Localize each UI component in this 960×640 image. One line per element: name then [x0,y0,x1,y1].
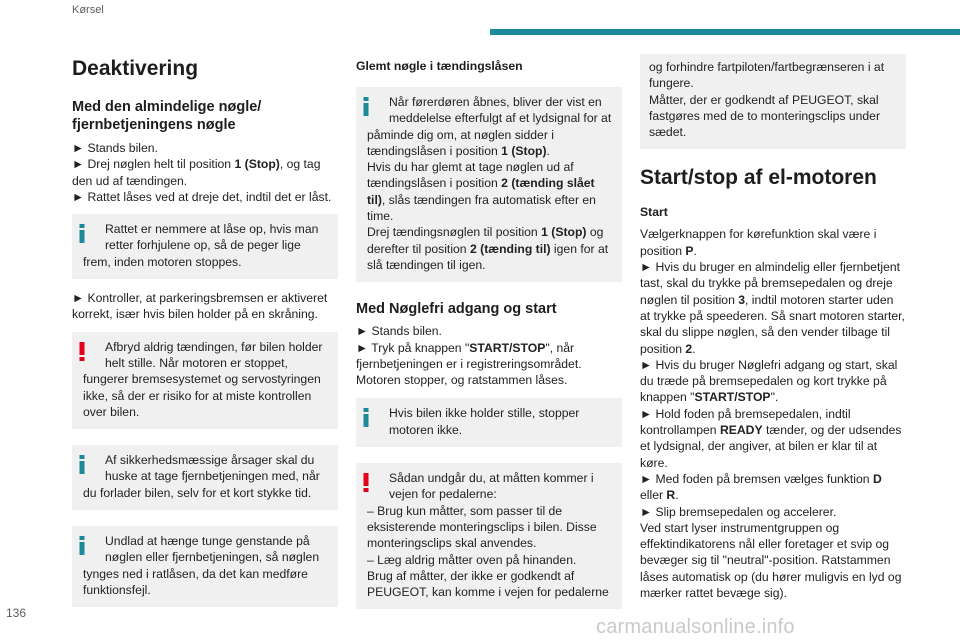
column-middle [356,54,622,609]
step-item: ► Stands bilen. [356,324,442,339]
arrow-icon: ► [72,157,85,172]
warning-icon [79,342,85,361]
forgot-key-title: Glemt nøgle i tændingslåsen [356,59,523,73]
info-box: Undlad at hænge tunge genstande på nøglen eller fjernbetjeningen, så nøglen tynges ned i ratlåsen, da det kan medføre funktionsfejl. [72,526,338,607]
arrow-icon: ► [72,291,85,306]
step-item: ► Rattet låses ved at dreje det, indtil det er låst. [72,189,332,204]
info-box: Af sikkerhedsmæssige årsager skal du huske at tage fjernbetjeningen med, når du forlader bilen, selv for et kort stykke tid. [72,445,338,510]
warning-box: Afbryd aldrig tændingen, før bilen holder helt stille. Når motoren er stoppet, fungerer bremsesystemet og servostyringen ikke, så der er risiko for at miste kontrollen over bilen. [72,332,338,429]
column-right [640,54,906,601]
arrow-icon: ► [640,406,653,421]
keyless-steps: ► Stands bilen. ► Tryk på knappen "START/STOP", når fjernbetjeningen er i registreringsområdet. Motoren stopper, og ratstammen låses. [356,323,622,388]
arrow-icon: ► [640,260,653,275]
arrow-icon: ► [356,340,369,355]
running-header: Kørsel [72,4,104,16]
arrow-icon: ► [356,324,369,339]
step-item: ► Slip bremsepedalen og accelerer. [640,504,837,519]
step-item: ► Hvis du bruger Nøglefri adgang og start, skal du træde på bremsepedalen og kort trykke på knappen "START/STOP". [640,357,898,405]
info-icon [363,97,369,116]
info-box: Rattet er nemmere at låse op, hvis man retter forhjulene op, så de peger lige frem, inden motoren stoppes. [72,214,338,279]
info-icon [79,536,85,555]
page-number: 136 [6,606,27,620]
arrow-icon: ► [640,471,653,486]
start-procedure: Vælgerknappen for kørefunktion skal være i position P. ► Hvis du bruger en almindelig eller fjernbetjent tast, skal du trykke på bremsepedalen og dreje nøglen til position 3, indtil motoren starter uden at trykke på speederen. Så snart motoren starter, skal du slippe nøglen, så den vender tilbage til position 2. ► Hvis du bruger Nøglefri adgang og start, skal du træde på bremsepedalen og kort trykke på knappen "START/STOP". ► Hold foden på bremsepedalen, indtil kontrollampen READY tænder, og der udsendes et lydsignal, der angiver, at bilen er klar til at køre. ► Med foden på bremsen vælges funktion D eller R. ► Slip bremsepedalen og accelerer. Ved start lyser instrumentgruppen og effektindikatorens nål eller foretager et svip og bevæger sig til "neutral"-position. Ratstammen låses automatisk op (du hører muligvis en lyd og mærker rattet bevæge sig). [640,227,905,601]
step-item: ► Med foden på bremsen vælges funktion D eller R. [640,471,882,503]
section-title: Deaktivering [72,57,199,80]
step-item: ► Tryk på knappen "START/STOP", når fjernbetjeningen er i registreringsområdet. [356,340,582,371]
warning-icon [363,473,369,492]
info-box: Når førerdøren åbnes, bliver der vist en meddelelse efterfulgt af et lydsignal for at påminde dig om, at nøglen sidder i tændingslåsen i position 1 (Stop). Hvis du har glemt at tage nøglen ud af tændingslåsen i position 2 (tænding slået til), slås tændingen fra automatisk efter en time. Drej tændingsnøglen til position 1 (Stop) og derefter til position 2 (tænding til) igen for at slå tændingen til igen. [356,87,622,282]
step-item: ► Hold foden på bremsepedalen, indtil kontrollampen READY tænder, og der udsendes et lydsignal, der angiver, at bilen er klar til at køre. [640,406,902,470]
arrow-icon: ► [72,141,85,155]
info-icon [363,408,369,427]
step-item: ► Kontroller, at parkeringsbremsen er aktiveret korrekt, især hvis bilen holder på en skråning. [72,291,328,322]
step-item: ► Stands bilen. [72,141,158,155]
keyless-title: Med Nøglefri adgang og start [356,301,557,318]
start-title: Start [640,205,668,220]
step-item: ► Hvis du bruger en almindelig eller fjernbetjent tast, skal du trykke på bremsepedalen og dreje nøglen til position 3, indtil motoren starter uden at trykke på speederen. Så snart motoren starter, skal du slippe nøglen, så den vender tilbage til position 2. [640,260,905,356]
watermark: carmanualsonline.info [596,616,795,638]
info-box: Hvis bilen ikke holder stille, stopper motoren ikke. [356,398,622,447]
step-item: ► Drej nøglen helt til position 1 (Stop), og tag den ud af tændingen. [72,157,321,188]
info-icon [79,224,85,243]
arrow-icon: ► [640,504,653,519]
steps-list [72,140,338,205]
arrow-icon: ► [72,189,85,204]
subsection-title: Med den almindelige nøgle/ fjernbetjeningens nøgle [72,99,262,133]
warning-box-continued: og forhindre fartpiloten/fartbegrænseren i at fungere. Måtter, der er godkendt af PEUGEOT, skal fastgøres med de to monteringsclips under sædet. [640,54,906,149]
warning-box: Sådan undgår du, at måtten kommer i vejen for pedalerne: – Brug kun måtter, som passer til de eksisterende monteringsclips i bilen. Disse monteringsclips skal anvendes. – Læg aldrig måtter oven på hinanden. Brug af måtter, der ikke er godkendt af PEUGEOT, kan komme i vejen for pedalerne [356,463,622,609]
arrow-icon: ► [640,357,653,372]
header-accent-bar [490,29,960,35]
start-stop-title: Start/stop af el-motoren [640,166,877,190]
info-icon [79,455,85,474]
column-left-content [72,54,338,607]
